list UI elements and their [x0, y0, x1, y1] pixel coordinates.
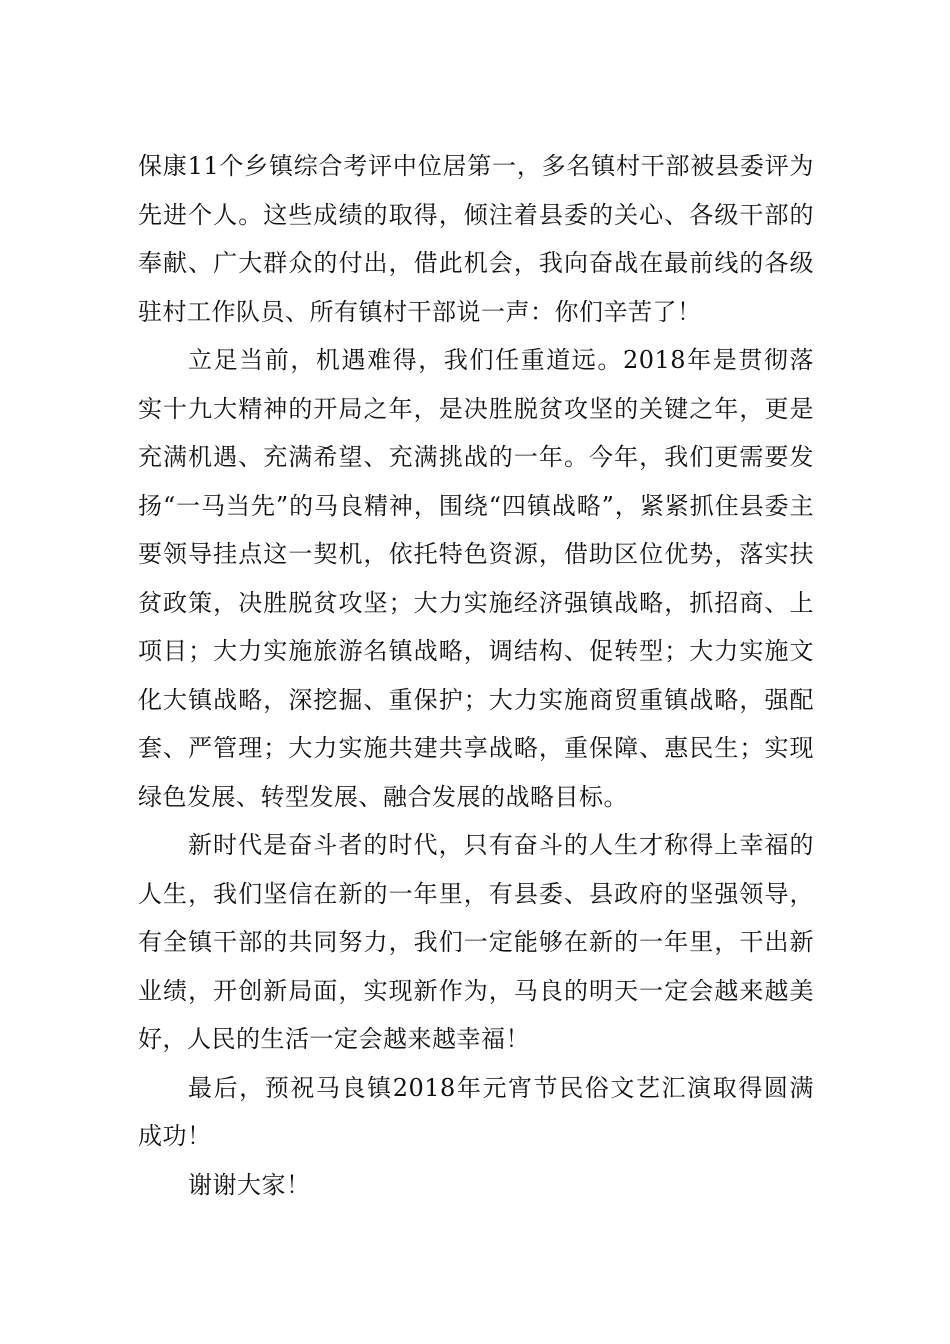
paragraph-wishes: 最后，预祝马良镇2018年元宵节民俗文艺汇演取得圆满成功！ — [138, 1073, 814, 1150]
paragraph-thanks: 谢谢大家！ — [188, 1170, 311, 1199]
document-page — [138, 142, 814, 1209]
paragraph-new-era: 新时代是奋斗者的时代，只有奋斗的人生才称得上幸福的人生，我们坚信在新的一年里，有县委、县政府的坚强领导，有全镇干部的共同努力，我们一定能够在新的一年里，干出新业绩，开创新局面，实现新作为，马良的明天一定会越来越美好，人民的生活一定会越来越幸福！ — [138, 831, 814, 1053]
paragraph-opportunities: 立足当前，机遇难得，我们任重道远。2018年是贯彻落实十九大精神的开局之年，是决胜脱贫攻坚的关键之年，更是充满机遇、充满希望、充满挑战的一年。今年，我们更需要发扬“一马当先”的马良精神，围绕“四镇战略”，紧紧抓住县委主要领导挂点这一契机，依托特色资源，借助区位优势，落实扶贫政策，决胜脱贫攻坚；大力实施经济强镇战略，抓招商、上项目；大力实施旅游名镇战略，调结构、促转型；大力实施文化大镇战略，深挖掘、重保护；大力实施商贸重镇战略，强配套、严管理；大力实施共建共享战略，重保障、惠民生；实现绿色发展、转型发展、融合发展的战略目标。 — [138, 346, 814, 811]
paragraph-achievements: 保康11个乡镇综合考评中位居第一，多名镇村干部被县委评为先进个人。这些成绩的取得，倾注着县委的关心、各级干部的奉献、广大群众的付出，借此机会，我向奋战在最前线的各级驻村工作队员、所有镇村干部说一声：你们辛苦了！ — [138, 152, 814, 326]
